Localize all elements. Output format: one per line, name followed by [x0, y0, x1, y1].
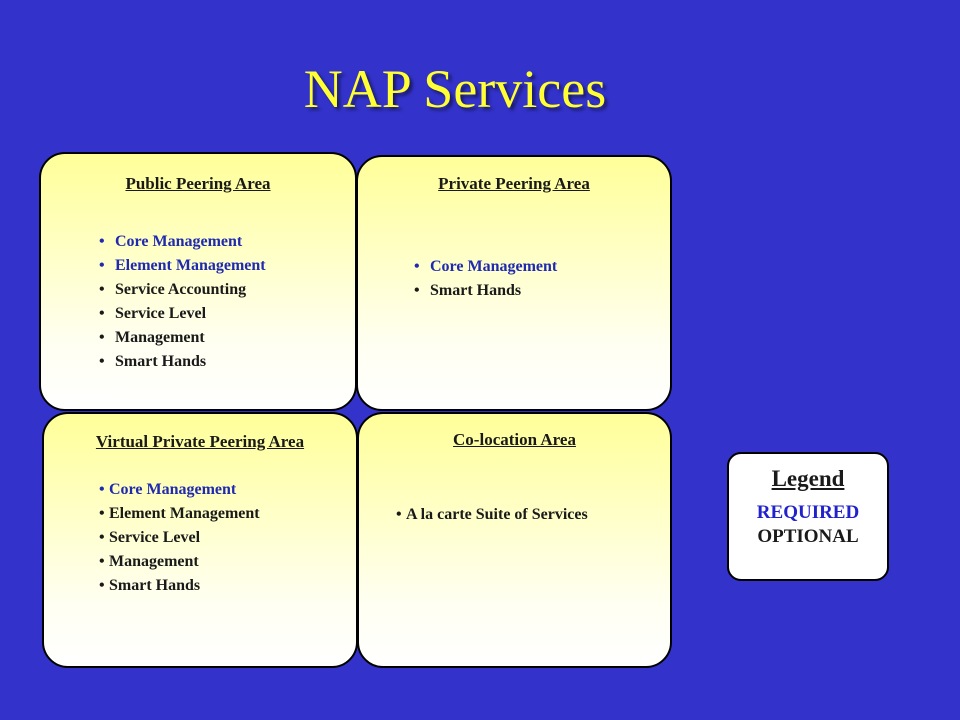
list-item: • Service Level	[99, 305, 207, 322]
public-peering-area-title: Public Peering Area	[125, 174, 271, 193]
co-location-services-list	[396, 503, 588, 527]
list-item: • Management	[99, 553, 199, 570]
list-item: • Element Management	[99, 505, 260, 522]
private-peering-services-list	[414, 255, 557, 303]
legend-optional-label: OPTIONAL	[757, 526, 859, 547]
list-item: • Service Level	[99, 529, 201, 546]
legend-required-label: REQUIRED	[756, 502, 860, 523]
list-item: • Smart Hands	[99, 353, 207, 370]
co-location-area-box	[357, 412, 672, 668]
list-item: • Smart Hands	[99, 577, 201, 594]
list-item: • Core Management	[99, 233, 243, 250]
page-title: NAP Services	[303, 59, 607, 119]
list-item: • Core Management	[414, 258, 558, 275]
list-item: • Management	[99, 329, 205, 346]
list-item: • Service Accounting	[99, 281, 247, 298]
list-item: • Core Management	[99, 481, 237, 498]
list-item: • Element Management	[99, 257, 266, 274]
co-location-area-title: Co-location Area	[453, 430, 576, 449]
private-peering-area-title: Private Peering Area	[438, 174, 590, 193]
public-peering-area-box	[39, 152, 357, 411]
virtual-private-peering-area-title: Virtual Private Peering Area	[95, 432, 305, 451]
public-peering-services-list	[99, 230, 266, 374]
list-item: • A la carte Suite of Services	[396, 506, 588, 523]
legend-box	[727, 452, 889, 581]
private-peering-area-box	[356, 155, 672, 411]
virtual-private-peering-area-box	[42, 412, 358, 668]
legend-title: Legend	[771, 466, 845, 491]
list-item: • Smart Hands	[414, 282, 522, 299]
virtual-private-peering-services-list	[99, 478, 260, 598]
